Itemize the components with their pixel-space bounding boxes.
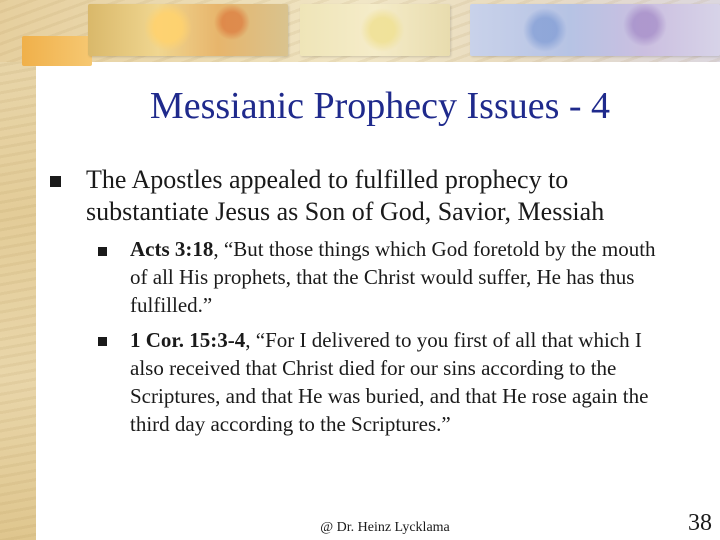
sub-bullet-acts <box>130 235 670 319</box>
sub-bullet-corinthians <box>130 326 670 438</box>
slide-title: Messianic Prophecy Issues - 4 <box>149 85 611 127</box>
decorative-left-strip <box>0 0 36 540</box>
bullet-square-icon <box>50 176 61 187</box>
main-bullet-text: The Apostles appealed to fulfilled prophecy to substantiate Jesus as Son of God, Savior, Messiah <box>86 165 605 226</box>
banner-image-leaves <box>88 4 288 56</box>
banner-image-light <box>300 4 450 56</box>
decorative-top-banner <box>0 0 720 62</box>
sub-bullet-square-icon <box>98 247 107 256</box>
page-number: 38 <box>688 510 712 536</box>
banner-accent-image <box>22 36 92 66</box>
footer-author: @ Dr. Heinz Lycklama <box>320 520 450 535</box>
scripture-reference: Acts 3:18 <box>130 237 214 261</box>
banner-image-flowers <box>470 4 720 56</box>
scripture-reference: 1 Cor. 15:3-4 <box>130 328 246 352</box>
sub-bullet-square-icon <box>98 337 107 346</box>
scripture-quote: , “For I delivered to you first of all that which I also received that Christ died for our sins according to the Scriptures, and that He was buried, and that He rose again the third day according to the Scriptures.” <box>130 328 649 436</box>
scripture-quote: , “But those things which God foretold by the mouth of all His prophets, that the Christ would suffer, He has thus fulfilled.” <box>130 237 656 317</box>
